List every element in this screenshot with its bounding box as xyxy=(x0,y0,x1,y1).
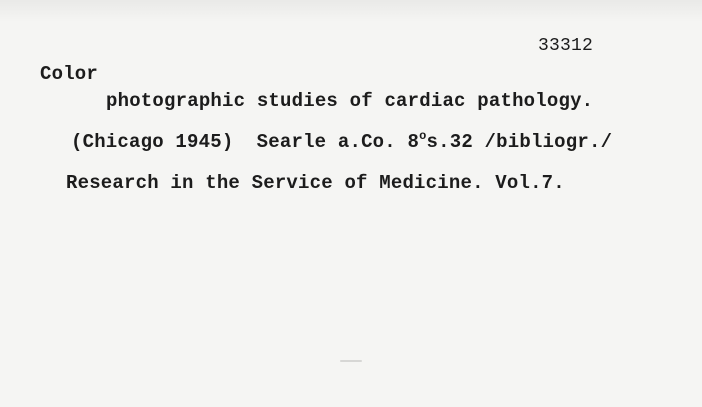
catalog-number: 33312 xyxy=(538,36,594,56)
format-superscript: o xyxy=(419,129,427,143)
imprint-publisher: Searle a.Co. xyxy=(256,131,396,153)
series-line: Research in the Service of Medicine. Vol.7. xyxy=(66,172,565,194)
bibliography-note: /bibliogr./ xyxy=(484,131,613,153)
title-line: photographic studies of cardiac pathology. xyxy=(106,90,594,112)
page-count: s.32 xyxy=(426,131,473,153)
subject-heading: Color xyxy=(40,63,99,85)
paper-edge-shadow xyxy=(0,0,702,22)
imprint-line xyxy=(71,131,612,153)
imprint-format xyxy=(408,131,473,153)
format-number: 8 xyxy=(407,131,420,153)
imprint-place-date: (Chicago 1945) xyxy=(71,131,234,153)
paper-mark xyxy=(340,360,362,362)
